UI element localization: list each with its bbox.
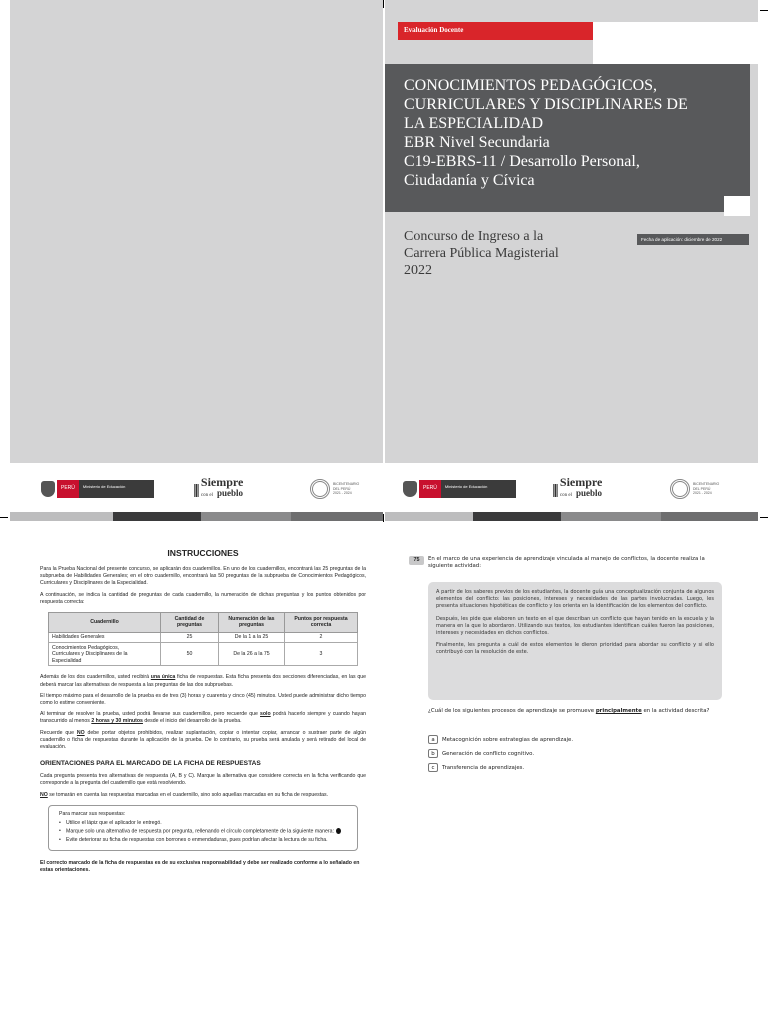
- stripe: [473, 512, 561, 521]
- bicentenario-logo: BICENTENARIO DEL PERÚ 2021 - 2024: [310, 479, 359, 499]
- list-item: • Utilice el lápiz que el aplicador le entregó.: [59, 820, 349, 827]
- option-c[interactable]: [428, 763, 524, 772]
- stripe: [201, 512, 291, 521]
- option-letter: a: [428, 735, 438, 744]
- question-number: 75: [409, 556, 424, 565]
- table-header: Numeración de las preguntas: [219, 613, 285, 633]
- case-box: [428, 582, 722, 700]
- brand-label: Evaluación Docente: [404, 26, 464, 34]
- crop-mark: [383, 514, 384, 522]
- columns-icon: |||: [193, 481, 198, 497]
- option-a[interactable]: [428, 735, 573, 744]
- columns-icon: |||: [552, 481, 557, 497]
- paragraph: Al terminar de resolver la prueba, usted podrá llevarse sus cuadernillos, pero recuerde que solo podrá hacerlo siempre y cuando hayan transcurrido al menos 2 horas y 30 minutos desde el inicio del desarrollo de la prueba.: [40, 711, 366, 725]
- option-text: Metacognición sobre estrategias de aprendizaje.: [442, 736, 574, 743]
- table-row: Habilidades Generales 25 De la 1 a la 25 2: [49, 632, 358, 642]
- table-header: Cantidad de preguntas: [161, 613, 219, 633]
- paragraph: A continuación, se indica la cantidad de preguntas de cada cuadernillo, la numeración de dichas preguntas y los puntos obtenidos por respuesta correcta:: [40, 591, 366, 605]
- paragraph: Cada pregunta presenta tres alternativas de respuesta (A, B y C). Marque la alternativa que considere correcta en la ficha verificando que corresponde a la pregunta del cuadernillo que está resolviendo.: [40, 773, 366, 787]
- concurso-title: Concurso de Ingreso a la Carrera Pública Magisterial 2022: [404, 229, 559, 278]
- final-note: El correcto marcado de la ficha de respuestas es de su exclusiva responsabilidad y debe ser realizado conforme a lo señalado en estas orientaciones.: [40, 860, 360, 874]
- instructions-page: [40, 548, 366, 874]
- title-line: CURRICULARES Y DISCIPLINARES DE: [404, 96, 688, 113]
- case-paragraph: Después, les pide que elaboren un texto en el que describan un conflicto que hayan tenido en la escuela y la manera en la que lo abordaron. Utilizando sus textos, los estudiantes identifican cuáles fueron las posiciones, intereses y necesidades en dichos conflictos.: [436, 615, 714, 636]
- option-letter: c: [428, 763, 438, 772]
- fecha-aplicacion: Fecha de aplicación: diciembre de 2022: [637, 234, 749, 245]
- option-text: Transferencia de aprendizajes.: [442, 764, 525, 771]
- stripe: [291, 512, 383, 521]
- escudo-icon: [41, 481, 55, 497]
- question-prompt: ¿Cuál de los siguientes procesos de aprendizaje se promueve principalmente en la actividad descrita?: [428, 708, 710, 714]
- stripe: [113, 512, 201, 521]
- title-line: Ciudadanía y Cívica: [404, 172, 535, 189]
- back-cover: [10, 0, 383, 512]
- list-item: • Marque solo una alternativa de respuesta por pregunta, rellenando el círculo completamente de la siguiente manera:: [59, 828, 349, 836]
- stripe: [10, 512, 113, 521]
- crop-mark: [760, 10, 768, 11]
- marking-instructions-box: Para marcar sus respuestas: • Utilice el lápiz que el aplicador le entregó. • Marque solo una alternativa de respuesta por pregunta, rellenando el círculo completamente de la siguiente manera: • Evite deteriorar su ficha de respuestas con borrones o enmendaduras, pues podrían afectar la lectura de su ficha.: [48, 805, 358, 851]
- escudo-icon: [403, 481, 417, 497]
- questions-table: [48, 612, 358, 666]
- crop-mark: [383, 0, 384, 8]
- stripe: [661, 512, 758, 521]
- list-item: • Evite deteriorar su ficha de respuestas con borrones o enmendaduras, pues podrían afectar la lectura de su ficha.: [59, 837, 349, 844]
- title-line: EBR Nivel Secundaria: [404, 134, 550, 151]
- siempre-logo: ||| Siempre con el pueblo: [193, 475, 244, 498]
- instructions-heading: INSTRUCCIONES: [167, 548, 239, 558]
- crop-mark: [0, 517, 8, 518]
- stripe: [385, 512, 473, 521]
- table-row: Conocimientos Pedagógicos, Curriculares y Disciplinares de la Especialidad 50 De la 26 a la 75 3: [49, 643, 358, 666]
- case-paragraph: A partir de los saberes previos de los estudiantes, la docente guía una conceptualización conjunta de algunos elementos del conflicto: las posiciones, intereses y necesidades de las partes involucradas. Luego, les presenta situaciones hipotéticas de conflicto y los orienta en la identificación de los elementos del conflicto.: [436, 589, 714, 609]
- paragraph: Además de los dos cuadernillos, usted recibirá una única ficha de respuestas. Esta ficha presenta dos secciones diferenciadas, en las que deberá marcar las alternativas de respuesta a las preguntas de las dos subpruebas.: [40, 674, 366, 688]
- crop-mark: [760, 517, 768, 518]
- bicentenario-logo: BICENTENARIO DEL PERÚ 2021 - 2024: [670, 479, 719, 499]
- filled-circle-icon: [336, 828, 341, 834]
- bicentenario-icon: [670, 479, 690, 499]
- white-corner: [593, 22, 758, 64]
- siempre-logo: ||| Siempre con el pueblo: [552, 475, 603, 498]
- paragraph: Para la Prueba Nacional del presente concurso, se aplicarán dos cuadernillos. En uno de los cuadernillos, encontrará las 25 preguntas de la subprueba de Habilidades Generales; en el otro cuadernillo, encontrará las 50 preguntas de la subprueba de Conocimientos Pedagógicos, Curriculares y Disciplinares de la Especialidad.: [40, 566, 366, 587]
- table-header: Puntos por respuesta correcta: [285, 613, 358, 633]
- option-text: Generación de conflicto cognitivo.: [442, 750, 535, 757]
- paragraph: NO se tomarán en cuenta las respuestas marcadas en el cuadernillo, sino solo aquellas marcadas en su ficha de respuestas.: [40, 791, 329, 798]
- paragraph: Recuerde que NO debe portar objetos prohibidos, realizar suplantación, copiar o intentar copiar, arrancar o sustraer parte de algún cuadernillo o ficha de respuestas durante la aplicación de la prueba. De lo contrario, su prueba será anulada y será retirado del local de evaluación.: [40, 729, 366, 751]
- minedu-logo: PERÚ Ministerio de Educación: [403, 480, 516, 498]
- case-paragraph: Finalmente, les pregunta a cuál de estos elementos le dieron prioridad para abordar su conflicto y si ello contribuyó con la resolución de este.: [436, 642, 714, 656]
- brand-tab: [398, 22, 593, 40]
- question-stem: En el marco de una experiencia de aprendizaje vinculada al manejo de conflictos, la docente realiza la siguiente actividad:: [428, 556, 705, 570]
- stripe: [561, 512, 661, 521]
- white-notch: [724, 196, 750, 216]
- title-line: LA ESPECIALIDAD: [404, 115, 544, 132]
- cover-title: [404, 76, 744, 190]
- title-line: CONOCIMIENTOS PEDAGÓGICOS,: [404, 77, 658, 94]
- bicentenario-icon: [310, 479, 330, 499]
- minedu-logo: PERÚ Ministerio de Educación: [41, 480, 154, 498]
- orientaciones-heading: ORIENTACIONES PARA EL MARCADO DE LA FICHA DE RESPUESTAS: [40, 760, 261, 768]
- title-line: C19-EBRS-11 / Desarrollo Personal,: [404, 153, 640, 170]
- paragraph: El tiempo máximo para el desarrollo de la prueba es de tres (3) horas y cuarenta y cinco (45) minutos. Usted puede administrar dicho tiempo como lo estime conveniente.: [40, 692, 366, 707]
- table-header: Cuadernillo: [49, 613, 161, 633]
- option-letter: b: [428, 749, 438, 758]
- option-b[interactable]: [428, 749, 534, 758]
